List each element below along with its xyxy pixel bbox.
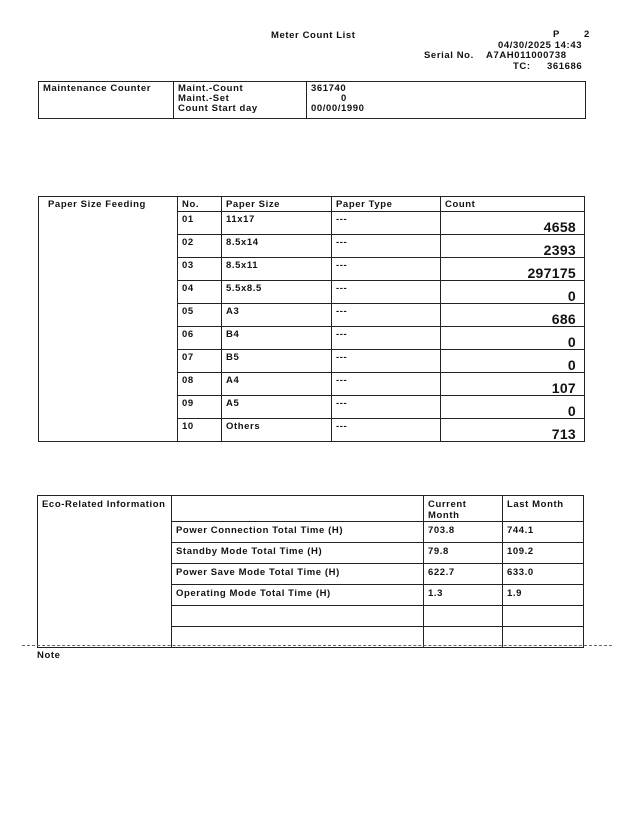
row-paper-type: --- <box>332 350 441 373</box>
page-title: Meter Count List <box>271 30 356 41</box>
row-paper-type: --- <box>332 258 441 281</box>
eco-blank-header <box>172 496 424 522</box>
row-paper-size: A3 <box>222 304 332 327</box>
row-count: 107 <box>441 373 585 396</box>
col-header-no: No. <box>178 197 222 212</box>
eco-section-label: Eco-Related Information <box>38 496 172 648</box>
col-header-count: Count <box>441 197 585 212</box>
row-last: 633.0 <box>503 564 584 585</box>
row-paper-type: --- <box>332 235 441 258</box>
empty-cell <box>503 606 584 627</box>
row-count: 0 <box>441 396 585 419</box>
row-count: 0 <box>441 350 585 373</box>
col-header-current-month: Current Month <box>424 496 503 522</box>
row-paper-type: --- <box>332 396 441 419</box>
row-label: Power Connection Total Time (H) <box>172 522 424 543</box>
row-no: 05 <box>178 304 222 327</box>
maintenance-section-label: Maintenance Counter <box>39 82 174 119</box>
row-paper-size: A4 <box>222 373 332 396</box>
note-divider <box>22 645 612 646</box>
empty-cell <box>424 606 503 627</box>
eco-info-table <box>37 495 584 648</box>
maintenance-table <box>38 81 586 119</box>
row-paper-size: 5.5x8.5 <box>222 281 332 304</box>
row-paper-size: 8.5x14 <box>222 235 332 258</box>
count-start-day-value: 00/00/1990 <box>311 103 365 114</box>
paper-size-table <box>38 196 585 442</box>
row-paper-size: Others <box>222 419 332 442</box>
row-paper-size: B4 <box>222 327 332 350</box>
row-last: 109.2 <box>503 543 584 564</box>
row-no: 08 <box>178 373 222 396</box>
tc-value: 361686 <box>547 60 583 72</box>
col-header-paper-type: Paper Type <box>332 197 441 212</box>
row-paper-type: --- <box>332 419 441 442</box>
row-label: Power Save Mode Total Time (H) <box>172 564 424 585</box>
count-start-day-label: Count Start day <box>178 103 258 114</box>
row-count: 686 <box>441 304 585 327</box>
row-count: 713 <box>441 419 585 442</box>
row-count: 297175 <box>441 258 585 281</box>
row-count: 2393 <box>441 235 585 258</box>
row-no: 09 <box>178 396 222 419</box>
row-count: 0 <box>441 327 585 350</box>
row-last: 1.9 <box>503 585 584 606</box>
row-last: 744.1 <box>503 522 584 543</box>
maint-count-value: 361740 <box>311 83 347 94</box>
row-current: 79.8 <box>424 543 503 564</box>
maint-set-label: Maint.-Set <box>178 93 230 104</box>
row-paper-type: --- <box>332 373 441 396</box>
maintenance-values <box>307 82 586 119</box>
row-no: 10 <box>178 419 222 442</box>
header-info <box>422 30 590 72</box>
row-paper-size: B5 <box>222 350 332 373</box>
maintenance-labels <box>174 82 307 119</box>
row-count: 0 <box>441 281 585 304</box>
col-header-last-month: Last Month <box>503 496 584 522</box>
tc-label: TC: <box>513 60 531 72</box>
row-no: 03 <box>178 258 222 281</box>
maint-count-label: Maint.-Count <box>178 83 244 94</box>
row-label: Operating Mode Total Time (H) <box>172 585 424 606</box>
row-no: 01 <box>178 212 222 235</box>
row-paper-size: A5 <box>222 396 332 419</box>
row-current: 1.3 <box>424 585 503 606</box>
note-label: Note <box>37 650 61 661</box>
row-paper-type: --- <box>332 327 441 350</box>
empty-cell <box>172 606 424 627</box>
row-no: 02 <box>178 235 222 258</box>
row-paper-type: --- <box>332 212 441 235</box>
row-label: Standby Mode Total Time (H) <box>172 543 424 564</box>
row-paper-type: --- <box>332 281 441 304</box>
row-paper-size: 11x17 <box>222 212 332 235</box>
row-no: 04 <box>178 281 222 304</box>
page-number: 2 <box>584 29 590 40</box>
serial-value: A7AH011000738 <box>486 50 567 61</box>
paper-section-label: Paper Size Feeding <box>39 197 178 442</box>
print-datetime: 04/30/2025 14:43 <box>498 39 583 51</box>
row-no: 06 <box>178 327 222 350</box>
row-current: 622.7 <box>424 564 503 585</box>
row-no: 07 <box>178 350 222 373</box>
row-current: 703.8 <box>424 522 503 543</box>
row-paper-size: 8.5x11 <box>222 258 332 281</box>
row-count: 4658 <box>441 212 585 235</box>
row-paper-type: --- <box>332 304 441 327</box>
serial-label: Serial No. <box>424 50 474 61</box>
col-header-paper-size: Paper Size <box>222 197 332 212</box>
page-label: P <box>553 29 560 40</box>
maint-set-value: 0 <box>341 93 347 104</box>
